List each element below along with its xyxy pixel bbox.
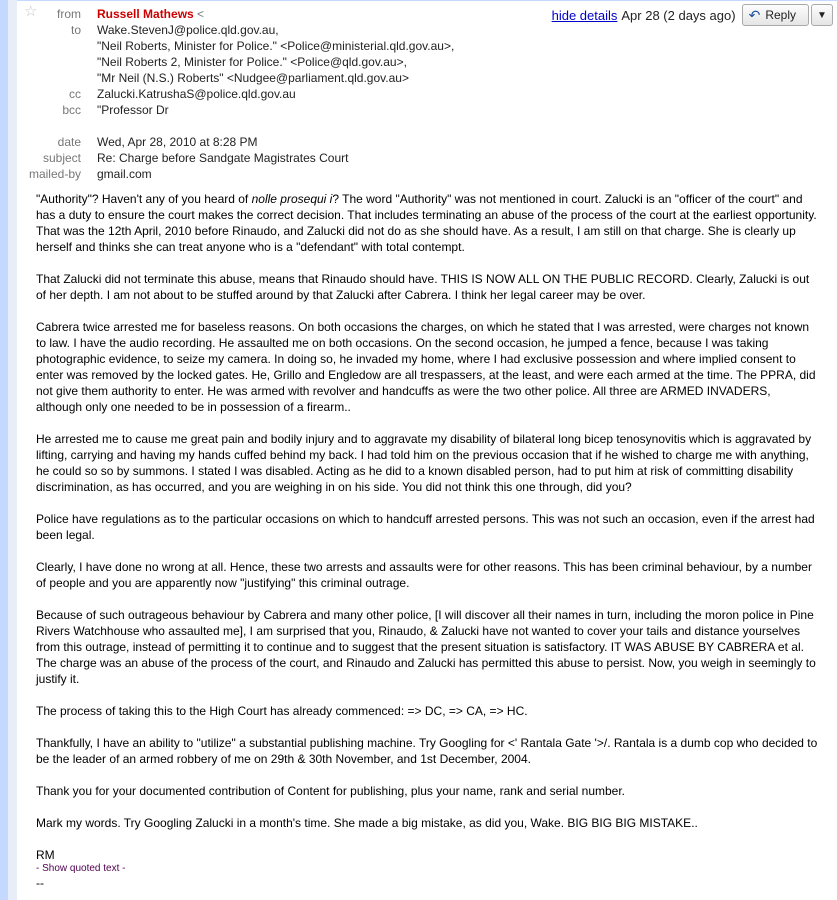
body-paragraph: Mark my words. Try Googling Zalucki in a month's time. She made a big mistake, as did you, Wake. BIG BIG BIG MISTAKE.. — [36, 816, 698, 830]
cc-value: Zalucki.KatrushaS@police.qld.gov.au — [97, 87, 296, 101]
mailedby-value: gmail.com — [97, 167, 152, 181]
left-panel-border — [0, 0, 8, 900]
date-value: Wed, Apr 28, 2010 at 8:28 PM — [97, 135, 258, 149]
to-recipients — [97, 22, 454, 86]
signature-separator: -- — [36, 876, 44, 890]
date-short: Apr 28 (2 days ago) — [621, 7, 736, 23]
body-paragraph: That Zalucki did not terminate this abuse, means that Rinaudo should have. THIS IS NOW ALL ON THE PUBLIC RECORD. Clearly, Zalucki is out of her depth. I am not about to be stuffed around by that Zalucki after Cabrera. I think her legal career may be over. — [36, 272, 810, 302]
cc-label: cc — [69, 87, 81, 101]
more-options-button[interactable] — [811, 4, 833, 26]
body-paragraph: The process of taking this to the High Court has already commenced: => DC, => CA, => HC. — [36, 704, 528, 718]
star-icon[interactable]: ☆ — [24, 3, 38, 20]
signature: RM — [36, 848, 55, 862]
to-recipient: "Mr Neil (N.S.) Roberts" <Nudgee@parliament.qld.gov.au> — [97, 71, 409, 85]
body-paragraph: Because of such outrageous behaviour by Cabrera and many other police, [I will discover all their names in turn, including the moron police in Pine Rivers Watchhouse who assaulted me], I am surprised that you, Rinaudo, & Zalucki have not wanted to cover your tails and distance yourselves from this outrage, instead of permitting it to continue and to suggest that the present situation is satisfactory. IT WAS ABUSE BY CABRERA et al. The charge was an abuse of the process of the court, and Rinaudo and Zalucki has permitted this abuse to persist. Now, you weigh in seemingly to justify it. — [36, 608, 816, 686]
subject-label: subject — [42, 151, 81, 165]
mailedby-row — [28, 166, 818, 182]
dropdown-arrow-icon: ▼ — [817, 9, 827, 21]
body-paragraph: He arrested me to cause me great pain and bodily injury and to aggravate my disability of bilateral long bicep tenosynovitis which is aggravated by lifting, carrying and having my hands cuffed behind my back. I had told him on the previous occasion that if he wished to charge me with anything, he could so so by summons. I stated I was disabled. Acting as he did to a known disabled person, had to put him at risk of committing disability discrimination, as has occurred, and you are weighing in on his side. You did not think this one through, did you? — [36, 432, 812, 494]
subject-row — [28, 150, 818, 166]
to-recipient: "Neil Roberts, Minister for Police." <Police@ministerial.qld.gov.au>, — [97, 39, 455, 53]
reply-label: Reply — [765, 8, 796, 22]
date-row — [28, 134, 818, 150]
bcc-row — [28, 102, 818, 118]
sender-email-bracket: < — [197, 7, 205, 21]
to-recipient: "Neil Roberts 2, Minister for Police." <Police@qld.gov.au>, — [97, 55, 407, 69]
subject-value: Re: Charge before Sandgate Magistrates Court — [97, 151, 349, 165]
show-quoted-text-link[interactable]: - Show quoted text - — [36, 863, 126, 874]
body-paragraph: Cabrera twice arrested me for baseless reasons. On both occasions the charges, on which he stated that I was arrested, were charges not known to law. I have the audio recording. He assaulted me on both occasions. On the second occasion, he jumped a fence, because I was taking photographic evidence, to seize my camera. In doing so, he invaded my home, where I had exclusive possession and where implied consent to enter was removed by the locked gates. He, Grillo and Engledow are all trespassers, at the least, and were each armed at the time. The PPRA, did not give them authority to enter. He was armed with revolver and handcuffs as were the two other police. All three are ARMED INVADERS, although only one needed to be in possession of a firearm.. — [36, 320, 816, 414]
to-recipient: Wake.StevenJ@police.qld.gov.au, — [97, 23, 279, 37]
message-body — [36, 191, 818, 889]
date-label: date — [57, 135, 81, 149]
sender-name[interactable]: Russell Mathews — [97, 7, 194, 21]
body-paragraph: Police have regulations as to the particular occasions on which to handcuff arrested persons. This was not such an occasion, even if the arrest had been legal. — [36, 512, 815, 542]
body-paragraph: Thank you for your documented contribution of Content for publishing, plus your name, rank and serial number. — [36, 784, 626, 798]
to-row — [28, 22, 818, 86]
to-label: to — [70, 23, 81, 37]
header-spacer — [28, 118, 818, 134]
body-paragraph: Clearly, I have done no wrong at all. Hence, these two arrests and assaults were for other reasons. This has been criminal behaviour, by a number of people and you are apparently now "justifying" this criminal outrage. — [36, 560, 812, 590]
bcc-label: bcc — [62, 103, 81, 117]
from-label: from — [57, 7, 81, 21]
top-divider — [17, 0, 837, 1]
reply-arrow-icon: ↶ — [748, 7, 761, 23]
mailedby-label: mailed-by — [28, 167, 81, 181]
cc-row — [28, 86, 818, 102]
body-paragraph: Thankfully, I have an ability to "utilize" a substantial publishing machine. Try Googling for <' Rantala Gate '>/. Rantala is a dumb cop who decided to be the leader of an armed robbery of me on 29th & 30th November, and 1st December, 2004. — [36, 736, 818, 766]
body-paragraph: "Authority"? Haven't any of you heard of nolle prosequi i? The word "Authority" was not mentioned in court. Zalucki is an "officer of the court" and has a duty to ensure the court makes the correct decision. That includes terminating an abuse of the process of the court at the earliest opportunity. That was the 12th April, 2010 before Rinaudo, and Zalucki did not do as she should have. As a result, I am still on that charge. She is clearly up herself and thinks she can treat anyone who is a "defendant" with total contempt. — [36, 192, 817, 254]
message-actions — [552, 4, 833, 26]
hide-details-link[interactable]: hide details — [551, 7, 618, 23]
reply-button[interactable] — [742, 4, 809, 26]
message-header — [28, 6, 818, 182]
left-panel-gutter — [8, 0, 17, 900]
bcc-value: "Professor Dr — [97, 103, 169, 117]
